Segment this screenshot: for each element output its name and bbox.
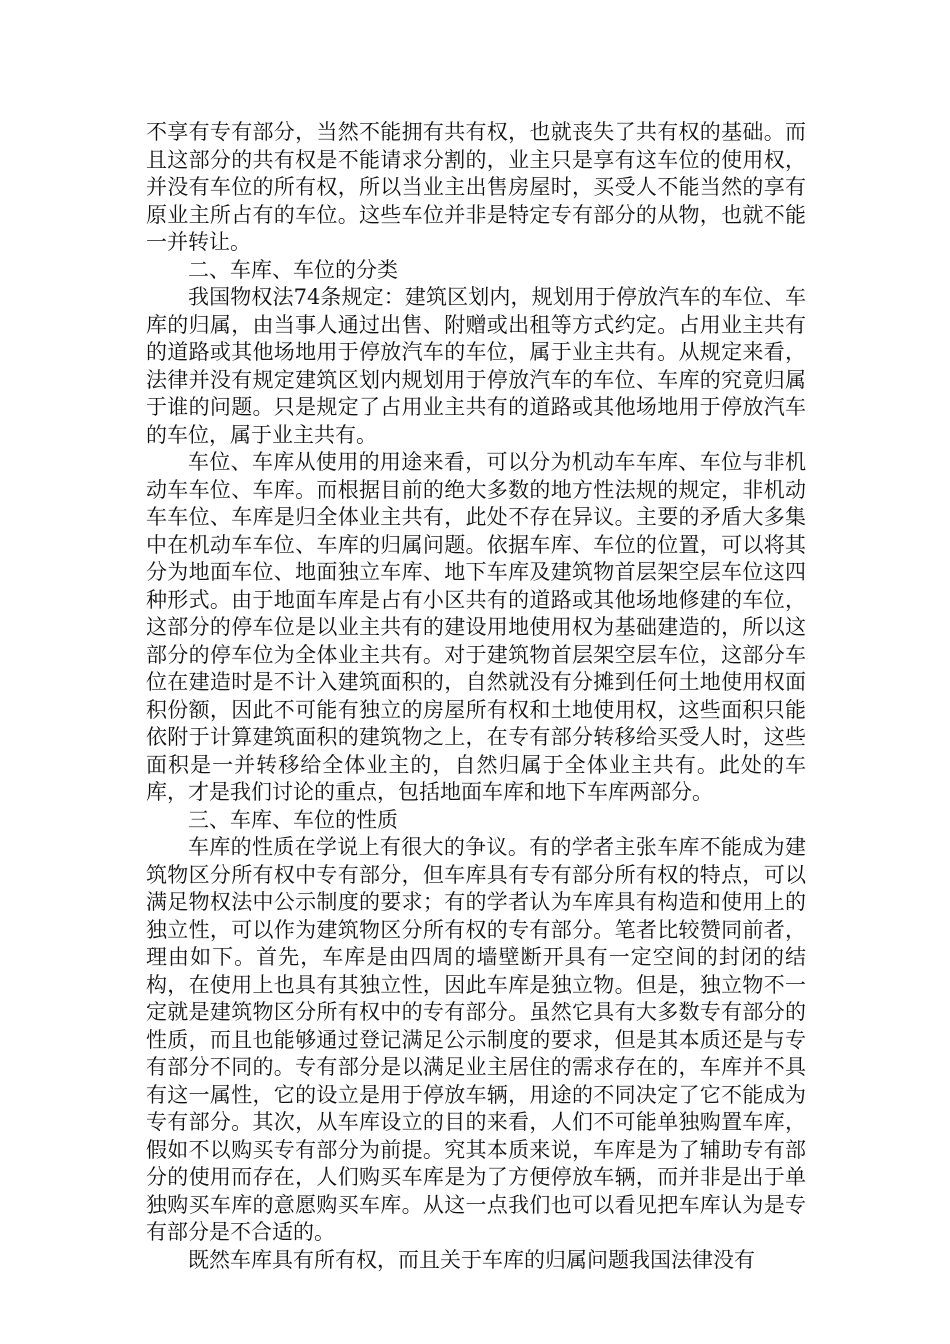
paragraph-property-law: 我国物权法74条规定：建筑区划内，规划用于停放汽车的车位、车库的归属，由当事人通过出售、附赠或出租等方式约定。占用业主共有的道路或其他场地用于停放汽车的车位，属于业主共有。从规定来看，法律并没有规定建筑区划内规划用于停放汽车的车位、车库的究竟归属于谁的问题。只是规定了占用业主共有的道路或其他场地用于停放汽车的车位，属于业主共有。 xyxy=(146,285,806,447)
document-body xyxy=(146,119,806,1274)
paragraph-garage-nature: 车库的性质在学说上有很大的争议。有的学者主张车库不能成为建筑物区分所有权中专有部分，但车库具有专有部分所有权的特点，可以满足物权法中公示制度的要求；有的学者认为车库具有构造和使用上的独立性，可以作为建筑物区分所有权的专有部分。笔者比较赞同前者，理由如下。首先，车库是由四周的墙壁断开具有一定空间的封闭的结构，在使用上也具有其独立性，因此车库是独立物。但是，独立物不一定就是建筑物区分所有权中的专有部分。虽然它具有大多数专有部分的性质，而且也能够通过登记满足公示制度的要求，但是其本质还是与专有部分不同的。专有部分是以满足业主居住的需求存在的，车库并不具有这一属性，它的设立是用于停放车辆，用途的不同决定了它不能成为专有部分。其次，从车库设立的目的来看，人们不可能单独购置车库，假如不以购买专有部分为前提。究其本质来说，车库是为了辅助专有部分的使用而存在，人们购买车库是为了方便停放车辆，而并非是出于单独购买车库的意愿购买车库。从这一点我们也可以看见把车库认为是专有部分是不合适的。 xyxy=(146,835,806,1244)
section-heading-classification: 二、车库、车位的分类 xyxy=(188,257,398,282)
section-heading-nature: 三、车库、车位的性质 xyxy=(188,807,398,832)
paragraph-intro: 不享有专有部分，当然不能拥有共有权，也就丧失了共有权的基础。而且这部分的共有权是不能请求分割的，业主只是享有这车位的使用权，并没有车位的所有权，所以当业主出售房屋时，买受人不能当然的享有原业主所占有的车位。这些车位并非是特定专有部分的从物，也就不能一并转让。 xyxy=(146,120,806,254)
paragraph-garage-types: 车位、车库从使用的用途来看，可以分为机动车车库、车位与非机动车车位、车库。而根据目前的绝大多数的地方性法规的规定，非机动车车位、车库是归全体业主共有，此处不存在异议。主要的矛盾大多集中在机动车车位、车库的归属问题。依据车库、车位的位置，可以将其分为地面车位、地面独立车库、地下车库及建筑物首层架空层车位这四种形式。由于地面车库是占有小区共有的道路或其他场地修建的车位，这部分的停车位是以业主共有的建设用地使用权为基础建造的，所以这部分的停车位为全体业主共有。对于建筑物首层架空层车位，这部分车位在建造时是不计入建筑面积的，自然就没有分摊到任何土地使用权面积份额，因此不可能有独立的房屋所有权和土地使用权，这些面积只能依附于计算建筑面积的建筑物之上，在专有部分转移给买受人时，这些面积是一并转移给全体业主的，自然归属于全体业主共有。此处的车库，才是我们讨论的重点，包括地面车库和地下车库两部分。 xyxy=(146,450,806,804)
paragraph-ownership: 既然车库具有所有权，而且关于车库的归属问题我国法律没有 xyxy=(188,1247,755,1272)
